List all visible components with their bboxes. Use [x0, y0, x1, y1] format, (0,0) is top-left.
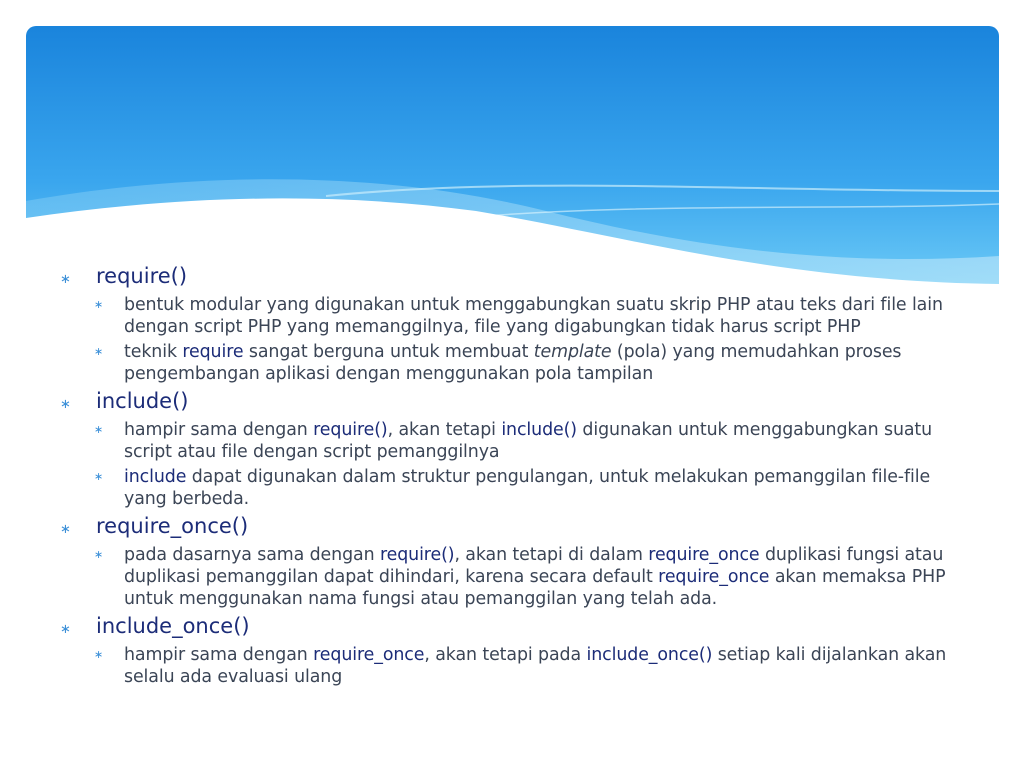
body-text: bentuk modular yang digunakan untuk menggabungkan suatu skrip PHP atau teks dari file lain dengan script PHP yang memanggilnya, file yang digabungkan tidak harus script PHP: [124, 295, 943, 337]
keyword-text: require_once: [658, 567, 770, 587]
sub-item-text: [124, 294, 976, 338]
body-text: (pola) yang memudahkan proses pengembangan aplikasi dengan menggunakan pola tampilan: [124, 342, 902, 384]
body-text: duplikasi fungsi atau duplikasi pemanggilan dapat dihindari, karena secara default: [124, 545, 944, 587]
emphasis-text: template: [533, 342, 612, 362]
sub-list-item: [56, 544, 976, 610]
bullet-icon: ∗: [60, 397, 71, 412]
sub-bullet-icon: ∗: [94, 470, 104, 483]
item-heading: [56, 388, 976, 418]
body-text: akan memaksa PHP untuk menggunakan nama fungsi atau pemanggilan yang telah ada.: [124, 567, 946, 609]
slide-content: [56, 262, 976, 691]
sub-item-text: [124, 544, 976, 610]
sub-list-item: [56, 466, 976, 510]
body-text: setiap kali dijalankan akan selalu ada evaluasi ulang: [124, 645, 947, 687]
sub-bullet-icon: ∗: [94, 548, 104, 561]
list-item: [56, 388, 976, 510]
sub-list: [56, 419, 976, 510]
body-text: digunakan untuk menggabungkan suatu script atau file dengan script pemanggilnya: [124, 420, 933, 462]
bullet-icon: ∗: [60, 622, 71, 637]
item-heading-text: include(): [96, 389, 189, 413]
sub-item-text: [124, 419, 976, 463]
body-text: , akan tetapi: [387, 420, 502, 440]
body-text: , akan tetapi pada: [424, 645, 587, 665]
keyword-text: require(): [313, 420, 388, 440]
sub-list-item: [56, 294, 976, 338]
sub-bullet-icon: ∗: [94, 298, 104, 311]
body-text: hampir sama dengan: [124, 645, 314, 665]
item-heading-text: include_once(): [96, 614, 250, 638]
keyword-text: require_once: [313, 645, 425, 665]
keyword-text: include: [124, 467, 187, 487]
item-heading-text: require(): [96, 264, 188, 288]
keyword-text: require(): [379, 545, 455, 565]
sub-item-text: [124, 644, 976, 688]
bullet-icon: ∗: [60, 272, 71, 287]
sub-list: [56, 544, 976, 610]
header-wave-graphic: [26, 26, 999, 286]
body-text: , akan tetapi di dalam: [454, 545, 649, 565]
item-heading: [56, 263, 976, 293]
item-heading: [56, 613, 976, 643]
sub-item-text: [124, 341, 976, 385]
sub-list-item: [56, 341, 976, 385]
body-text: teknik: [124, 342, 183, 362]
sub-bullet-icon: ∗: [94, 345, 104, 358]
item-heading-text: require_once(): [96, 514, 249, 538]
sub-bullet-icon: ∗: [94, 423, 104, 436]
list-item: [56, 513, 976, 610]
bullet-icon: ∗: [60, 522, 71, 537]
sub-item-text: [124, 466, 976, 510]
keyword-text: require: [182, 342, 244, 362]
body-text: hampir sama dengan: [124, 420, 314, 440]
list-item: [56, 263, 976, 385]
header-band: [26, 26, 999, 286]
item-heading: [56, 513, 976, 543]
sub-list: [56, 294, 976, 385]
sub-list: [56, 644, 976, 688]
list-item: [56, 613, 976, 688]
keyword-text: include_once(): [586, 645, 713, 665]
sub-list-item: [56, 644, 976, 688]
sub-bullet-icon: ∗: [94, 648, 104, 661]
keyword-text: include(): [501, 420, 577, 440]
sub-list-item: [56, 419, 976, 463]
keyword-text: require_once: [648, 545, 760, 565]
body-text: sangat berguna untuk membuat: [243, 342, 534, 362]
body-text: pada dasarnya sama dengan: [124, 545, 380, 565]
body-text: dapat digunakan dalam struktur pengulangan, untuk melakukan pemanggilan file-file yang berbeda.: [124, 467, 931, 509]
